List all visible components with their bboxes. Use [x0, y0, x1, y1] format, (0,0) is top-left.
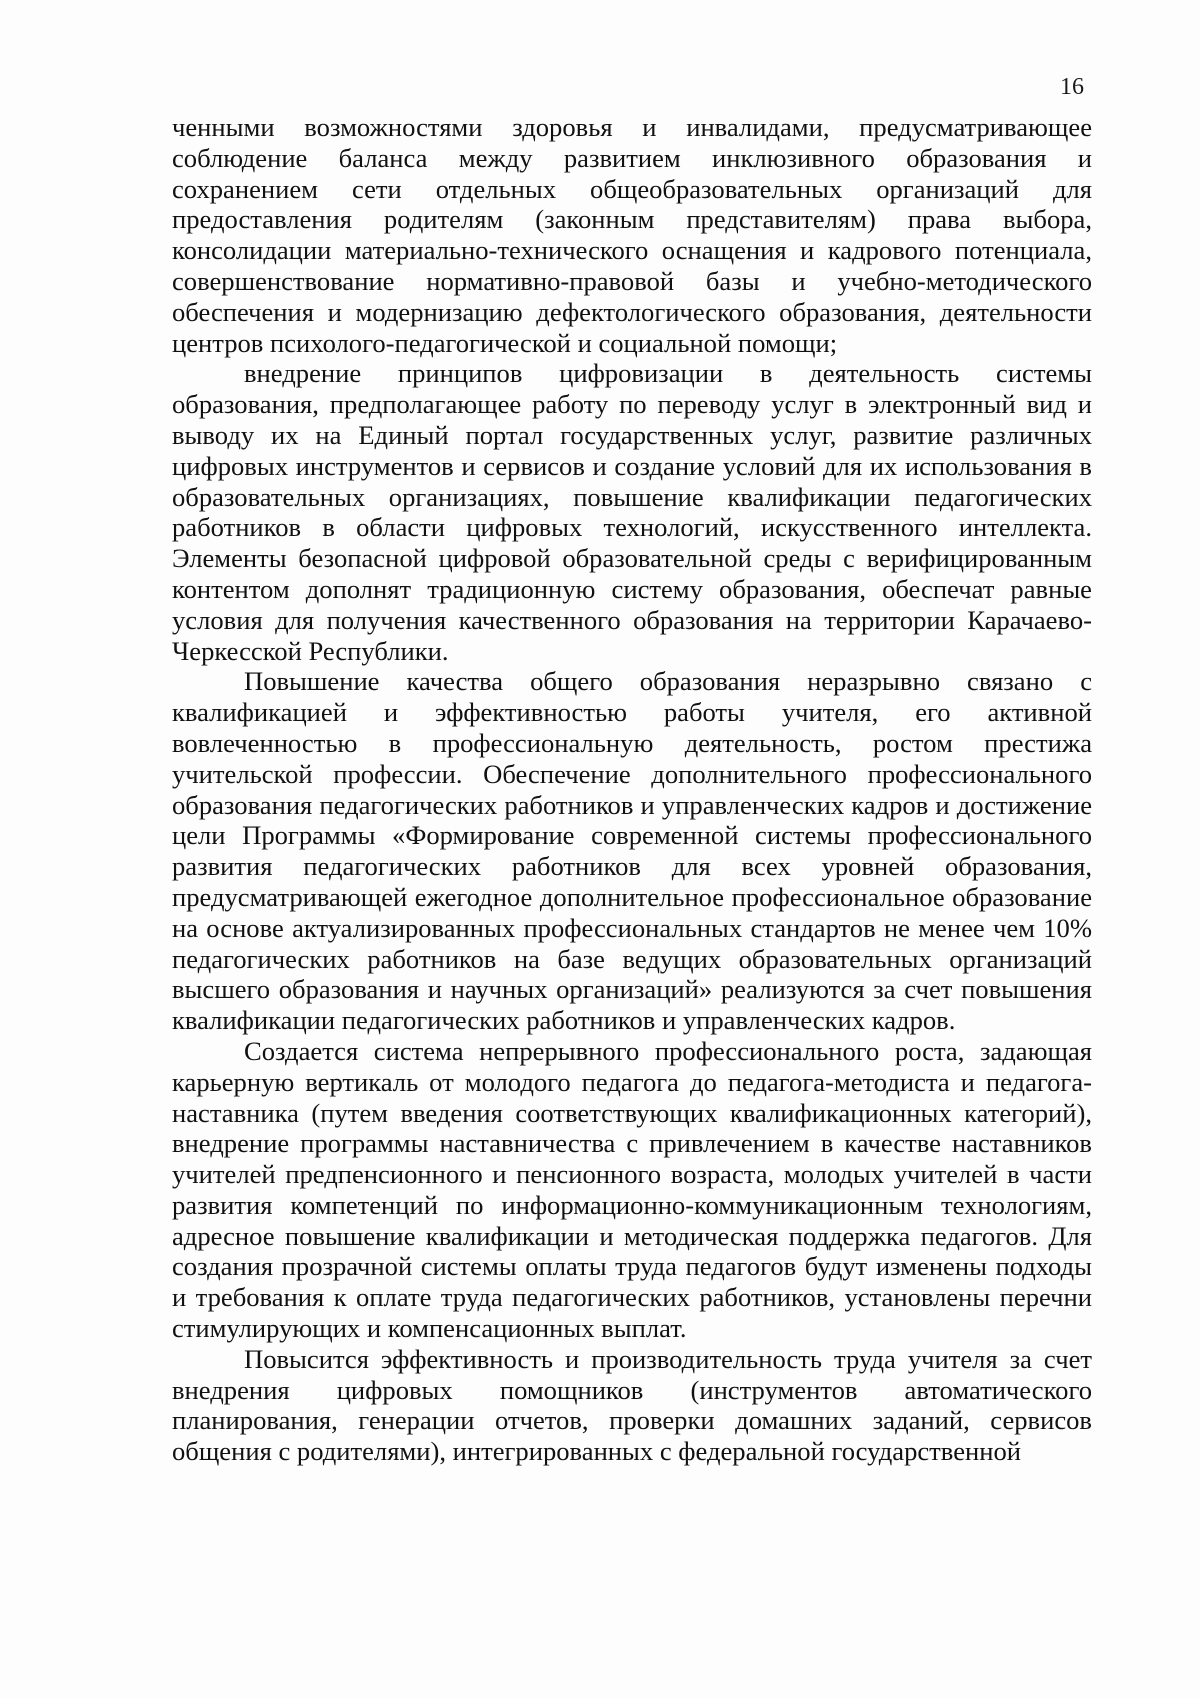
paragraph: Повысится эффективность и производительность труда учителя за счет внедрения цифровых помощников (инструментов автоматического планирования, генерации отчетов, проверки домашних заданий, сервисов общения с родителями), интегрированных с федеральной государственной [172, 1343, 1092, 1467]
page-number: 16 [1060, 74, 1084, 100]
paragraph: Повышение качества общего образования неразрывно связано с квалификацией и эффективностью работы учителя, его активной вовлеченностью в профессиональную деятельность, ростом престижа учительской профессии. Обеспечение дополнительного профессионального образования педагогических работников и управленческих кадров и достижение цели Программы «Формирование современной системы профессионального развития педагогических работников для всех уровней образования, предусматривающей ежегодное дополнительное профессиональное образование на основе актуализированных профессиональных стандартов не менее чем 10% педагогических работников на базе ведущих образовательных организаций высшего образования и научных организаций» реализуются за счет повышения квалификации педагогических работников и управленческих кадров. [172, 666, 1092, 1036]
body-text [172, 112, 1092, 1467]
paragraph-continued: ченными возможностями здоровья и инвалидами, предусматривающее соблюдение баланса между развитием инклюзивного образования и сохранением сети отдельных общеобразовательных организаций для предоставления родителям (законным представителям) права выбора, консолидации материально-технического оснащения и кадрового потенциала, совершенствование нормативно-правовой базы и учебно-методического обеспечения и модернизацию дефектологического образования, деятельности центров психолого-педагогической и социальной помощи; [172, 112, 1092, 358]
paragraph: внедрение принципов цифровизации в деятельность системы образования, предполагающее работу по переводу услуг в электронный вид и выводу их на Единый портал государственных услуг, развитие различных цифровых инструментов и сервисов и создание условий для их использования в образовательных организациях, повышение квалификации педагогических работников в области цифровых технологий, искусственного интеллекта. Элементы безопасной цифровой образовательной среды с верифицированным контентом дополнят традиционную систему образования, обеспечат равные условия для получения качественного образования на территории Карачаево-Черкесской Республики. [172, 358, 1092, 666]
paragraph: Создается система непрерывного профессионального роста, задающая карьерную вертикаль от молодого педагога до педагога-методиста и педагога-наставника (путем введения соответствующих квалификационных категорий), внедрение программы наставничества с привлечением в качестве наставников учителей предпенсионного и пенсионного возраста, молодых учителей в части развития компетенций по информационно-коммуникационным технологиям, адресное повышение квалификации и методическая поддержка педагогов. Для создания прозрачной системы оплаты труда педагогов будут изменены подходы и требования к оплате труда педагогических работников, установлены перечни стимулирующих и компенсационных выплат. [172, 1035, 1092, 1344]
